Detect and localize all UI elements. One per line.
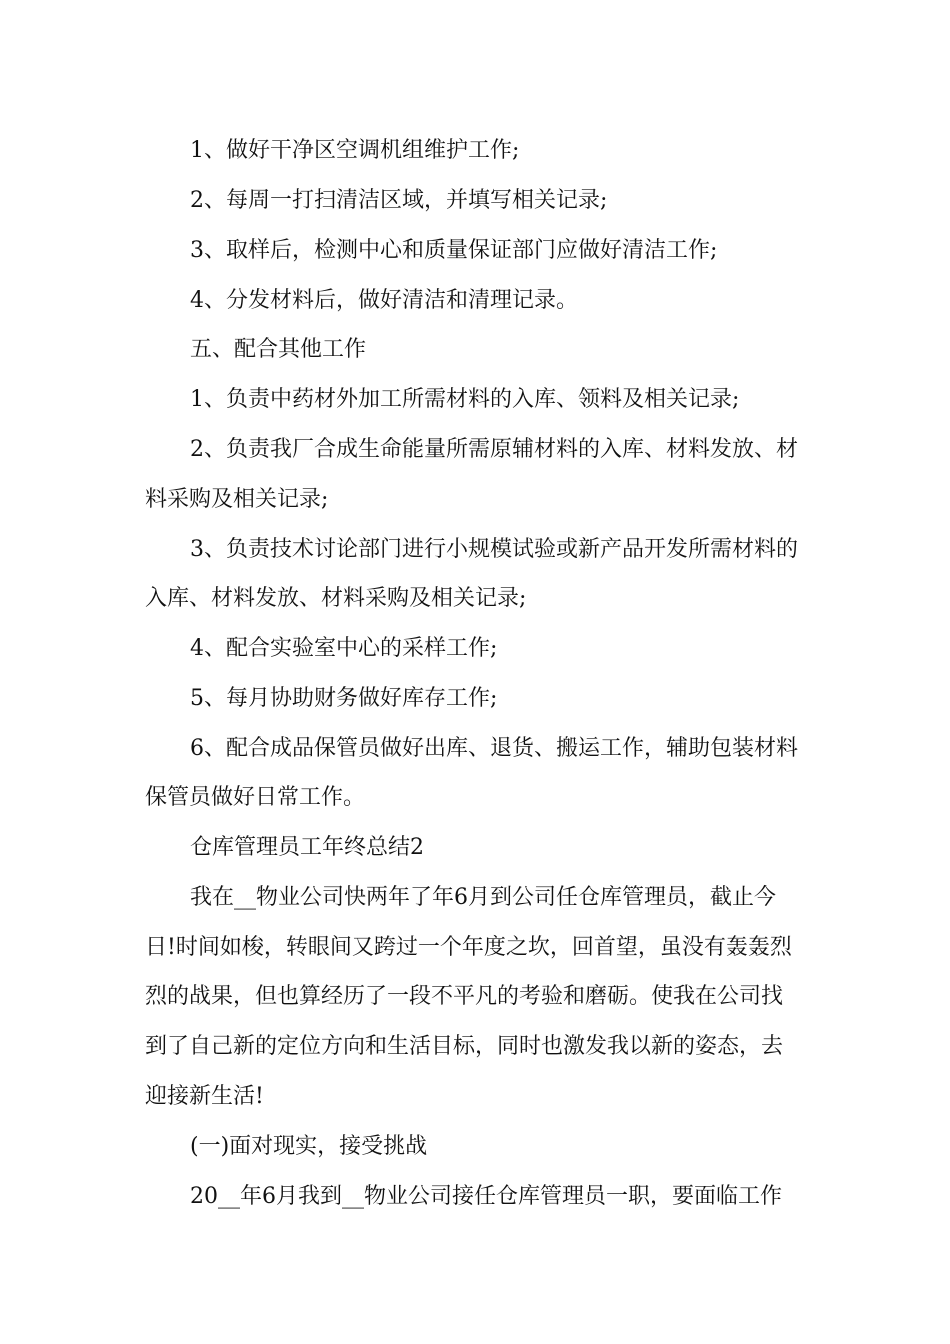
list-item: 4、配合实验室中心的采样工作; xyxy=(190,636,498,661)
paragraph-line: 烈的战果，但也算经历了一段不平凡的考验和磨砺。使我在公司找 xyxy=(145,984,784,1009)
list-item: 6、配合成品保管员做好出库、退货、搬运工作，辅助包装材料 xyxy=(190,736,798,761)
list-item-continuation: 保管员做好日常工作。 xyxy=(145,785,366,810)
list-item: 3、负责技术讨论部门进行小规模试验或新产品开发所需材料的 xyxy=(190,537,798,562)
list-item: 2、每周一打扫清洁区域，并填写相关记录; xyxy=(190,188,608,213)
document-subtitle: 仓库管理员工年终总结2 xyxy=(190,835,424,860)
list-item: 5、每月协助财务做好库存工作; xyxy=(190,686,498,711)
paragraph-line: 迎接新生活! xyxy=(145,1084,264,1109)
list-item: 2、负责我厂合成生命能量所需原辅材料的入库、材料发放、材 xyxy=(190,437,798,462)
list-item-continuation: 料采购及相关记录; xyxy=(145,487,329,512)
list-item: 3、取样后，检测中心和质量保证部门应做好清洁工作; xyxy=(190,238,718,263)
paragraph-line: 日!时间如梭，转眼间又跨过一个年度之坎，回首望，虽没有轰轰烈 xyxy=(145,935,792,960)
list-item: 1、做好干净区空调机组维护工作; xyxy=(190,138,520,163)
paragraph-line: 到了自己新的定位方向和生活目标，同时也激发我以新的姿态，去 xyxy=(145,1034,784,1059)
section-heading: (一)面对现实，接受挑战 xyxy=(190,1134,428,1159)
paragraph-line: 我在__物业公司快两年了年6月到公司任仓库管理员，截止今 xyxy=(190,885,776,910)
list-item: 1、负责中药材外加工所需材料的入库、领料及相关记录; xyxy=(190,387,740,412)
section-heading: 五、配合其他工作 xyxy=(190,337,367,362)
list-item-continuation: 入库、材料发放、材料采购及相关记录; xyxy=(145,586,527,611)
list-item: 4、分发材料后，做好清洁和清理记录。 xyxy=(190,288,578,313)
paragraph-line: 20__年6月我到__物业公司接任仓库管理员一职，要面临工作 xyxy=(190,1184,782,1209)
